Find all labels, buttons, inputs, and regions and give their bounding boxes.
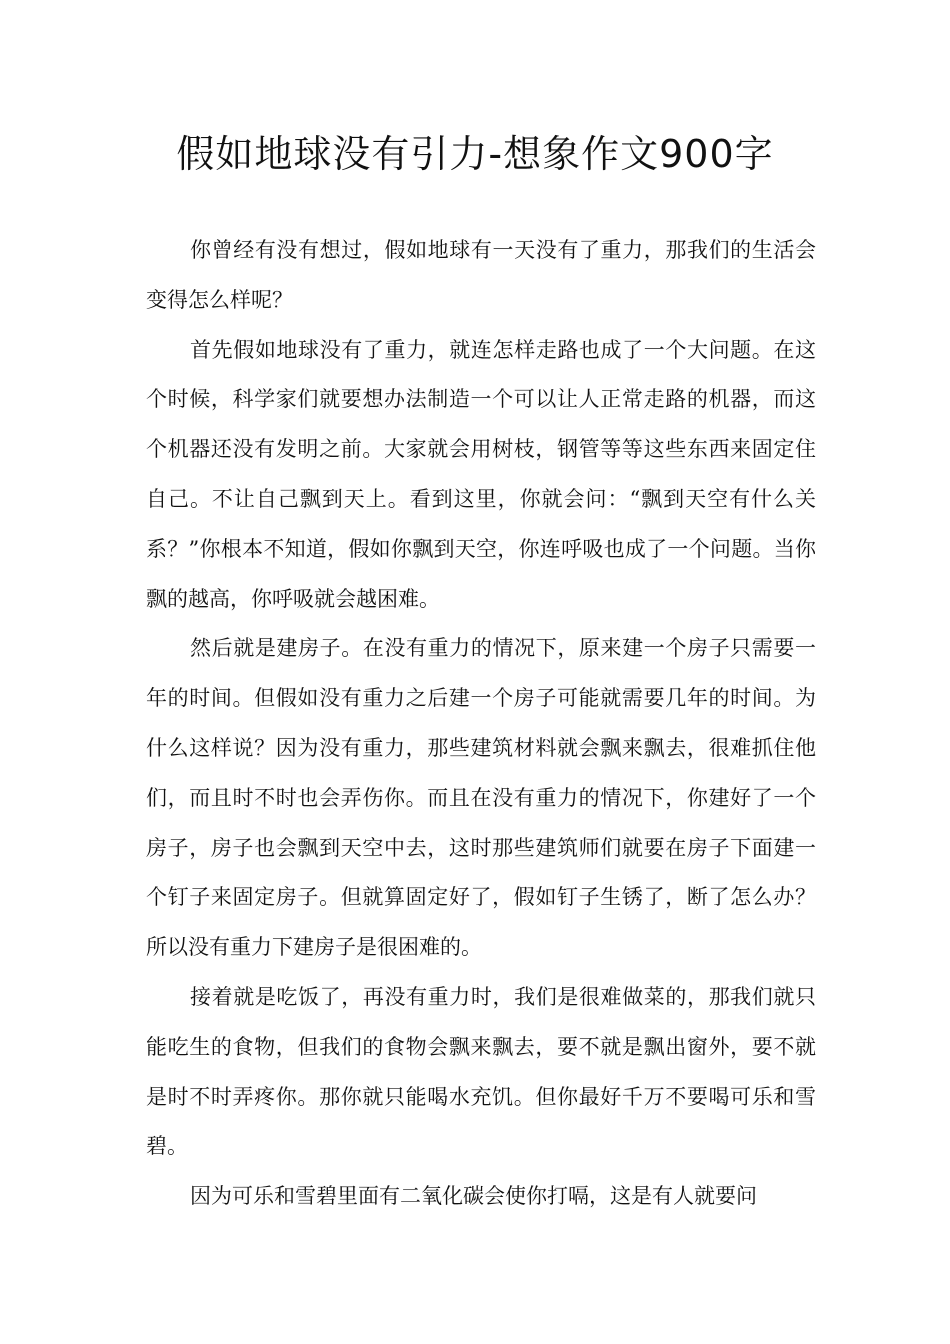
paragraph: 然后就是建房子。在没有重力的情况下，原来建一个房子只需要一年的时间。但假如没有重力之后建一个房子可能就需要几年的时间。为什么这样说？因为没有重力，那些建筑材料就会飘来飘去，很难抓住他们，而且时不时也会弄伤你。而且在没有重力的情况下，你建好了一个房子，房子也会飘到天空中去，这时那些建筑师们就要在房子下面建一个钉子来固定房子。但就算固定好了，假如钉子生锈了，断了怎么办？所以没有重力下建房子是很困难的。 (146, 636, 816, 960)
paragraph: 首先假如地球没有了重力，就连怎样走路也成了一个大问题。在这个时候，科学家们就要想办法制造一个可以让人正常走路的机器，而这个机器还没有发明之前。大家就会用树枝，钢管等等这些东西来固定住自己。不让自己飘到天上。看到这里，你就会问：“飘到天空有什么关系？”你根本不知道，假如你飘到天空，你连呼吸也成了一个问题。当你飘的越高，你呼吸就会越困难。 (146, 337, 816, 611)
document-title: 假如地球没有引力-想象作文900字 (176, 132, 774, 176)
paragraph: 接着就是吃饭了，再没有重力时，我们是很难做菜的，那我们就只能吃生的食物，但我们的食物会飘来飘去，要不就是飘出窗外，要不就是时不时弄疼你。那你就只能喝水充饥。但你最好千万不要喝可乐和雪碧。 (146, 984, 816, 1159)
paragraph: 你曾经有没有想过，假如地球有一天没有了重力，那我们的生活会变得怎么样呢？ (146, 238, 816, 312)
document-body (146, 226, 816, 1222)
paragraph: 因为可乐和雪碧里面有二氧化碳会使你打嗝，这是有人就要问 (190, 1184, 757, 1209)
